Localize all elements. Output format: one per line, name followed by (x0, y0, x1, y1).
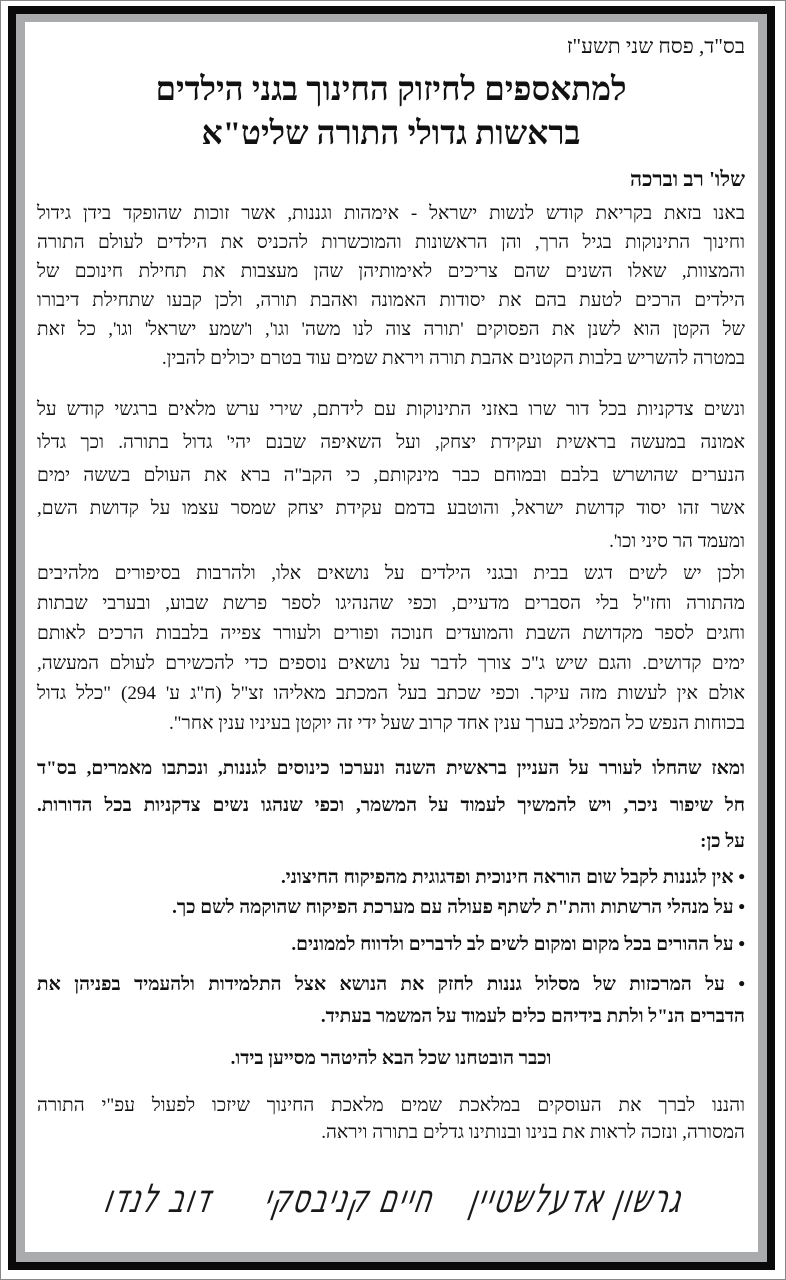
letter-subtitle: בראשות גדולי התורה שליט"א (201, 116, 581, 152)
text-line: ומאז שהחלו לעורר על העניין בראשית השנה ונערכו כינוסים לגננות, ונכתבו מאמרים, בס"ד (37, 758, 745, 779)
text-line: אשר זהו יסוד קדושת ישראל, והוטבע בדמם עקידת יצחק שמסר עצמו על קדושת השם, (37, 498, 745, 519)
body-paragraph (37, 199, 745, 373)
text-line: אולם אין לעשות מזה עיקר. וכפי שכתב בעל המכתב מאליהו זצ"ל (ח"ג ע' 294) "כלל גדול (37, 683, 745, 704)
text-line: • על מנהלי הרשתות והת"ת לשתף פעולה עם מערכת הפיקוח שהוקמה לשם כך. (172, 897, 745, 918)
text-line: והננו לברך את העוסקים במלאכת שמים מלאכת החינוך שיזכו לפעול עפ"י התורה (37, 1095, 745, 1116)
body-paragraph (37, 559, 745, 739)
signature-1: גרשון אדעלשטיין (465, 1177, 688, 1223)
body-paragraph (37, 393, 745, 558)
text-line: בכוחות הנפש כל המפליג בערך ענין אחד קרוב שעל ידי זה יוקטן בעיניו ענין אחר". (168, 713, 745, 734)
text-line: הדברים הנ"ל ולתת בידיהם כלים לעמוד על המשמר בעתיד. (320, 1006, 745, 1027)
bullet-item (37, 969, 745, 1033)
bullet-item (37, 894, 745, 922)
text-line: במטרה להשריש בלבות הקטנים אהבת תורה ויראת שמים עוד בטרם יכולים להבין. (161, 348, 745, 369)
text-line: באנו בזאת בקריאת קודש לנשות ישראל - אימהות וגננות, אשר זוכות שהופקד בידן גידול (37, 203, 745, 224)
text-line: והמצוות, שאלו השנים שהם צריכים לאימותיהן שהן מעצבות את תחילת חינוכם של (37, 261, 745, 282)
signature-3: דוב לנדו (100, 1177, 217, 1223)
text-line: מהתורה וחז"ל בלי הסברים מדעיים, וכפי שהנהיגו לספר פרשת שבוע, ובערבי שבתות (37, 593, 745, 614)
text-line: ונשים צדקניות בכל דור שרו באזני התינוקות עם לידתם, שירי ערש מלאים ברגשי קודש על (37, 399, 745, 420)
text-line: המסורה, ונזכה לראות את בנינו ובנותינו גדלים בתורה ויראה. (321, 1122, 745, 1143)
text-line: • על ההורים בכל מקום ומקום לשים לב לדברים ולדווח לממונים. (291, 934, 745, 955)
text-line: ולכן יש לשים דגש בבית ובגני הילדים על נושאים אלו, ולהרבות בסיפורים מלהיבים (37, 563, 745, 584)
text-line: הנערים שהושרש בלבם ובמוחם כבר מינקותם, כי הקב"ה ברא את העולם בששה ימים (37, 465, 745, 486)
body-paragraph (37, 1092, 745, 1146)
text-line: וחינוך התינוקות בגיל הרך, והן הראשונות והמוכשרות להכניס את הילדים לעולם התורה (37, 232, 745, 253)
text-line: אמונה במעשה בראשית ועקידת יצחק, ועל השאיפה שבנם יהי' גדול בתורה. וכך גדלו (37, 432, 745, 453)
text-line: ומעמד הר סיני וכו'. (609, 531, 745, 552)
text-line: על כן: (700, 831, 745, 852)
text-line: וחגים לספר מקדושת השבת והמועדים חנוכה ופורים ולעורר צפייה בלבבות הרכים לאותם (37, 623, 745, 644)
text-line: הילדים הרכים לטעת בהם את יסודות האמונה ואהבת תורה, ולכן קבעו שתחילת דיבורו (37, 290, 745, 311)
text-line: • אין לגננות לקבל שום הוראה חינוכית ופדגוגית מהפיקוח החיצוני. (280, 867, 745, 888)
closing-statement: וכבר הובטחנו שכל הבא להיטהר מסייען בידו. (230, 1048, 552, 1069)
bullet-item (37, 931, 745, 959)
signature-2: חיים קניבסקי (260, 1177, 439, 1223)
greeting: שלו' רב וברכה (630, 167, 745, 191)
text-line: ימים קדושים. והגם שיש ג"כ צורך לדבר על נושאים נוספים כדי להכשירם לעולם המעשה, (37, 653, 745, 674)
text-line: של הקטן הוא לשנן את הפסוקים 'תורה צוה לנו משה' וגו', ו'שמע ישראל' וגו', כל זאת (37, 319, 745, 340)
letter-date: בס"ד, פסח שני תשע"ז (566, 34, 745, 58)
text-line: חל שיפור ניכר, ויש להמשיך לעמוד על המשמר, וכפי שנהגו נשים צדקניות בכל הדורות. (37, 794, 745, 816)
letter-title: למתאספים לחיזוק החינוך בגני הילדים (155, 72, 627, 108)
body-paragraph (37, 751, 745, 861)
text-line: • על המרכזות של מסלול גננות לחזק את הנושא אצל התלמידות ולהעמיד בפניהן את (37, 974, 745, 995)
bullet-item (37, 864, 745, 892)
